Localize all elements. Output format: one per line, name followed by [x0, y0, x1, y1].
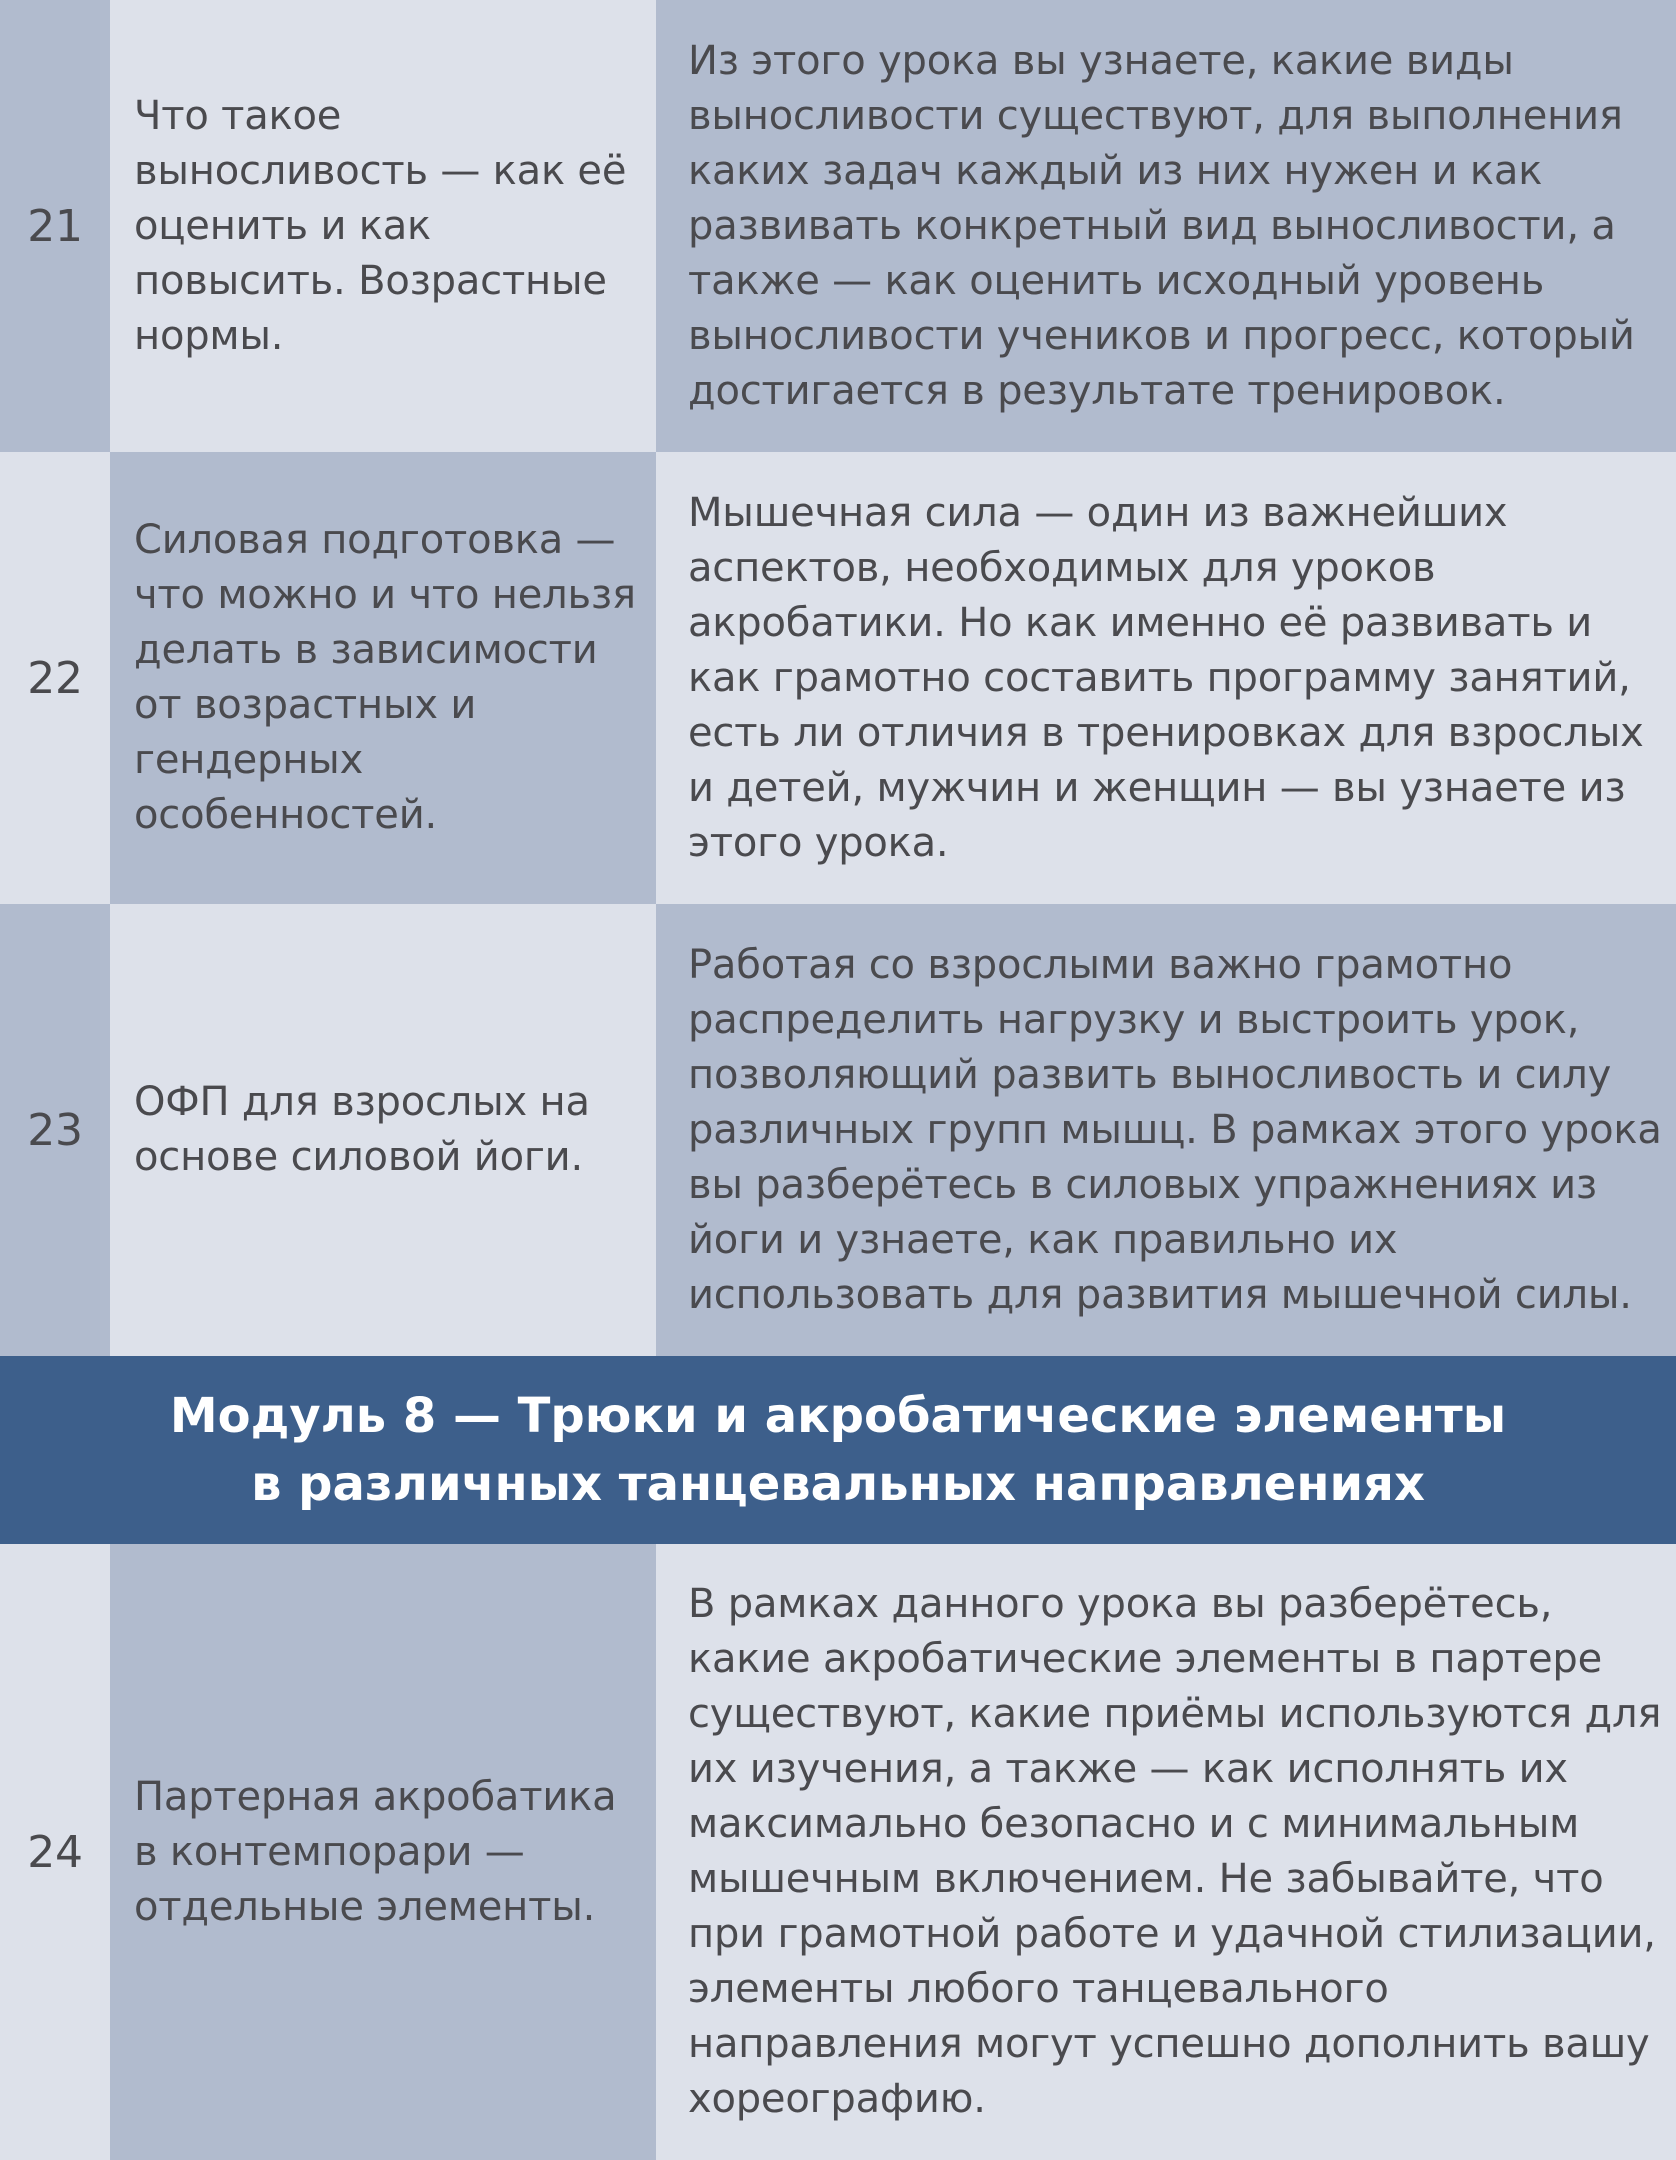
lesson-number-text: 24 — [27, 1826, 83, 1878]
table-row — [0, 1544, 1676, 2160]
lesson-title-text: Силовая подготовка — что можно и что нельзя делать в зависимости от возрастных и гендерных особенностей. — [134, 517, 636, 838]
lesson-number-text: 21 — [27, 200, 83, 252]
lesson-description-text: В рамках данного урока вы разберётесь, какие акробатические элементы в партере существуют, какие приёмы используются для их изучения, а также — как исполнять их максимально безопасно и с минимальным мышечным включением. Не забывайте, что при грамотной работе и удачной стилизации, элементы любого танцевального направления могут успешно дополнить вашу хореографию. — [688, 1581, 1662, 2122]
lesson-title — [110, 1544, 656, 2160]
lesson-title-text: ОФП для взрослых на основе силовой йоги. — [134, 1079, 590, 1180]
lesson-title — [110, 452, 656, 904]
module-header — [0, 1356, 1676, 1544]
lesson-number-text: 23 — [27, 1104, 83, 1156]
lesson-description-text: Работая со взрослыми важно грамотно распределить нагрузку и выстроить урок, позволяющий развить выносливость и силу различных групп мышц. В рамках этого урока вы разберётесь в силовых упражнениях из йоги и узнаете, как правильно их использовать для развития мышечной силы. — [688, 941, 1662, 1318]
module-title-line-2: в различных танцевальных направлениях — [251, 1456, 1425, 1512]
lesson-number-text: 22 — [27, 652, 83, 704]
lesson-title — [110, 904, 656, 1356]
lesson-number — [0, 1544, 110, 2160]
lesson-description-text: Мышечная сила — один из важнейших аспектов, необходимых для уроков акробатики. Но как именно её развивать и как грамотно составить программу занятий, есть ли отличия в тренировках для взрослых и детей, мужчин и женщин — вы узнаете из этого урока. — [688, 489, 1644, 866]
lesson-title-text: Партерная акробатика в контемпорари — отдельные элементы. — [134, 1773, 617, 1930]
lesson-number — [0, 452, 110, 904]
table-row — [0, 0, 1676, 452]
lesson-number — [0, 0, 110, 452]
lesson-number — [0, 904, 110, 1356]
lesson-description — [656, 904, 1676, 1356]
lesson-description — [656, 0, 1676, 452]
module-title-line-1: Модуль 8 — Трюки и акробатические элементы — [169, 1388, 1507, 1444]
lesson-description-text: Из этого урока вы узнаете, какие виды выносливости существуют, для выполнения каких задач каждый из них нужен и как развивать конкретный вид выносливости, а также — как оценить исходный уровень выносливости учеников и прогресс, который достигается в результате тренировок. — [688, 37, 1635, 414]
table-row — [0, 452, 1676, 904]
lesson-title — [110, 0, 656, 452]
table-row — [0, 904, 1676, 1356]
lesson-description — [656, 1544, 1676, 2160]
lesson-title-text: Что такое выносливость — как её оценить и как повысить. Возрастные нормы. — [134, 92, 627, 359]
lesson-description — [656, 452, 1676, 904]
